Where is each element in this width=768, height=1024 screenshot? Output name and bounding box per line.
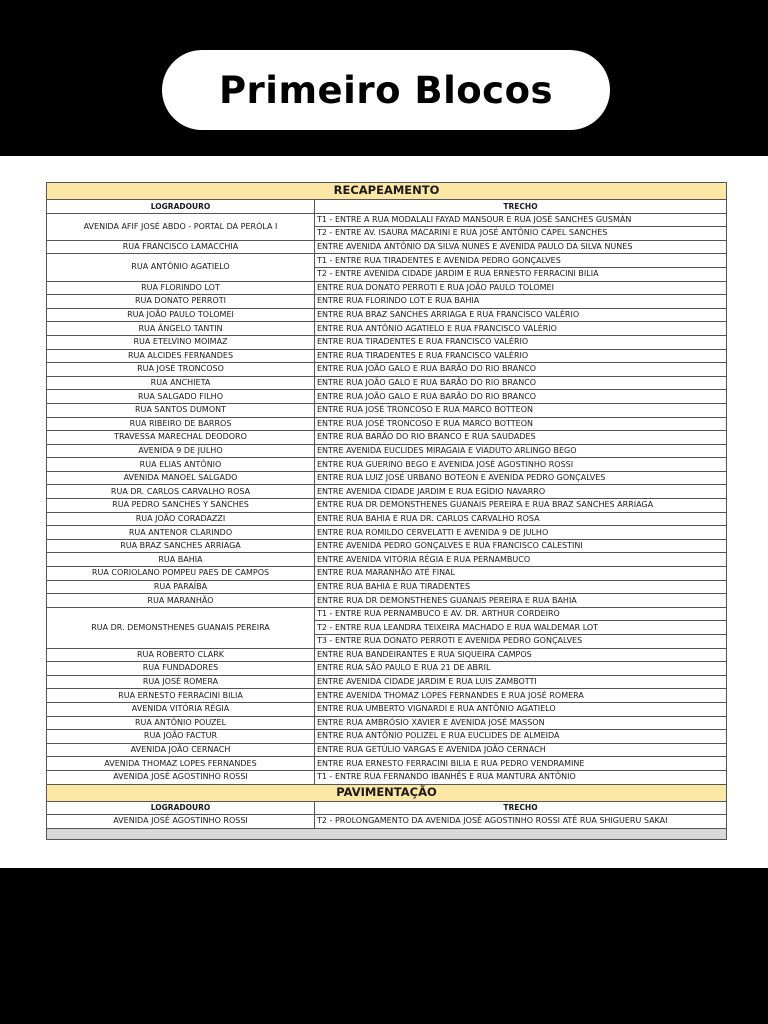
table-row <box>47 295 727 309</box>
trecho-cell: T2 - ENTRE RUA LEANDRA TEIXEIRA MACHADO E RUA WALDEMAR LOT <box>315 621 727 635</box>
logradouro-header: LOGRADOURO <box>47 801 315 815</box>
table-row <box>47 308 727 322</box>
trecho-cell: ENTRE AVENIDA VITÓRIA RÉGIA E RUA PERNAMBUCO <box>315 553 727 567</box>
table-row <box>47 675 727 689</box>
table-row <box>47 376 727 390</box>
logradouro-cell: RUA MARANHÃO <box>47 594 315 608</box>
logradouro-cell: RUA ÂNGELO TANTIN <box>47 322 315 336</box>
trecho-cell: T2 - ENTRE AV. ISAURA MACARINI E RUA JOSÉ ANTÔNIO CAPEL SANCHES <box>315 227 727 241</box>
table-row <box>47 730 727 744</box>
trecho-cell: T2 - ENTRE AVENIDA CIDADE JARDIM E RUA ERNESTO FERRACINI BILIA <box>315 267 727 281</box>
table-row <box>47 702 727 716</box>
table-row <box>47 743 727 757</box>
table-row <box>47 254 727 268</box>
table-row <box>47 770 727 784</box>
table-row <box>47 580 727 594</box>
trecho-cell: ENTRE RUA JOSÉ TRONCOSO E RUA MARCO BOTTEON <box>315 417 727 431</box>
table-row <box>47 213 727 227</box>
trecho-cell: T1 - ENTRE RUA FERNANDO IBANHÊS E RUA MANTURA ANTÔNIO <box>315 770 727 784</box>
logradouro-cell: RUA DR. CARLOS CARVALHO ROSA <box>47 485 315 499</box>
trecho-cell: ENTRE RUA MARANHÃO ATÉ FINAL <box>315 567 727 581</box>
trecho-cell: ENTRE RUA FLORINDO LOT E RUA BAHIA <box>315 295 727 309</box>
trecho-cell: T2 - PROLONGAMENTO DA AVENIDA JOSÉ AGOSTINHO ROSSI ATÉ RUA SHIGUERU SAKAI <box>315 815 727 829</box>
logradouro-cell: RUA JOSÉ TRONCOSO <box>47 363 315 377</box>
table-footer-row <box>47 828 727 839</box>
trecho-cell: T1 - ENTRE A RUA MODALALI FAYAD MANSOUR E RUA JOSÉ SANCHES GUSMÁN <box>315 213 727 227</box>
trecho-cell: ENTRE RUA JOSÉ TRONCOSO E RUA MARCO BOTTEON <box>315 403 727 417</box>
pavimentacao-section-header <box>47 784 727 801</box>
table-row <box>47 417 727 431</box>
table-row <box>47 526 727 540</box>
title-pill <box>162 50 610 130</box>
logradouro-cell: RUA JOSÉ ROMERA <box>47 675 315 689</box>
trecho-cell: ENTRE RUA DR DEMONSTHENES GUANAIS PEREIRA E RUA BAHIA <box>315 594 727 608</box>
trecho-cell: ENTRE RUA SÃO PAULO E RUA 21 DE ABRIL <box>315 662 727 676</box>
trecho-cell: ENTRE RUA BRAZ SANCHES ARRIAGA E RUA FRANCISCO VALÉRIO <box>315 308 727 322</box>
trecho-cell: T1 - ENTRE RUA TIRADENTES E AVENIDA PEDRO GONÇALVES <box>315 254 727 268</box>
trecho-cell: ENTRE RUA BAHIA E RUA DR. CARLOS CARVALHO ROSA <box>315 512 727 526</box>
section-title: PAVIMENTAÇÃO <box>47 784 727 801</box>
recapeamento-section-header <box>47 183 727 200</box>
table-row <box>47 648 727 662</box>
trecho-cell: ENTRE RUA ROMILDO CERVELATTI E AVENIDA 9 DE JULHO <box>315 526 727 540</box>
table-row <box>47 553 727 567</box>
table-row <box>47 662 727 676</box>
logradouro-cell: RUA FUNDADORES <box>47 662 315 676</box>
table-row <box>47 689 727 703</box>
logradouro-cell: RUA ALCIDES FERNANDES <box>47 349 315 363</box>
trecho-cell: ENTRE RUA ERNESTO FERRACINI BILIA E RUA PEDRO VENDRAMINE <box>315 757 727 771</box>
table-row <box>47 322 727 336</box>
table-row <box>47 485 727 499</box>
logradouro-cell: RUA ANTÔNIO POUZEL <box>47 716 315 730</box>
logradouro-cell: AVENIDA JOSÉ AGOSTINHO ROSSI <box>47 770 315 784</box>
logradouro-cell: RUA FRANCISCO LAMACCHIA <box>47 240 315 254</box>
logradouro-cell: RUA DR. DEMONSTHENES GUANAIS PEREIRA <box>47 607 315 648</box>
logradouro-cell: AVENIDA THOMAZ LOPES FERNANDES <box>47 757 315 771</box>
trecho-cell: ENTRE RUA BANDEIRANTES E RUA SIQUEIRA CAMPOS <box>315 648 727 662</box>
table-row <box>47 815 727 829</box>
logradouro-cell: AVENIDA AFIF JOSÉ ABDO - PORTAL DA PERÓLA I <box>47 213 315 240</box>
table-row <box>47 757 727 771</box>
trecho-cell: ENTRE RUA TIRADENTES E RUA FRANCISCO VALÉRIO <box>315 349 727 363</box>
logradouro-cell: RUA RIBEIRO DE BARROS <box>47 417 315 431</box>
trecho-cell: T3 - ENTRE RUA DONATO PERROTI E AVENIDA PEDRO GONÇALVES <box>315 635 727 649</box>
trecho-header: TRECHO <box>315 200 727 214</box>
trecho-cell: ENTRE RUA JOÃO GALO E RUA BARÃO DO RIO BRANCO <box>315 363 727 377</box>
logradouro-cell: RUA SANTOS DUMONT <box>47 403 315 417</box>
trecho-cell: ENTRE AVENIDA CIDADE JARDIM E RUA EGÍDIO NAVARRO <box>315 485 727 499</box>
logradouro-cell: RUA PEDRO SANCHES Y SANCHES <box>47 499 315 513</box>
trecho-cell: ENTRE RUA JOÃO GALO E RUA BARÃO DO RIO BRANCO <box>315 376 727 390</box>
trecho-cell: T1 - ENTRE RUA PERNAMBUCO E AV. DR. ARTHUR CORDEIRO <box>315 607 727 621</box>
logradouro-cell: RUA ROBERTO CLARK <box>47 648 315 662</box>
logradouro-cell: AVENIDA MANOEL SALGADO <box>47 471 315 485</box>
page-title: Primeiro Blocos <box>218 68 554 112</box>
table-row <box>47 363 727 377</box>
logradouro-cell: AVENIDA 9 DE JULHO <box>47 444 315 458</box>
logradouro-cell: RUA ANTÔNIO AGATIELO <box>47 254 315 281</box>
logradouro-cell: RUA BRAZ SANCHES ARRIAGA <box>47 539 315 553</box>
trecho-cell: ENTRE RUA TIRADENTES E RUA FRANCISCO VALÉRIO <box>315 335 727 349</box>
logradouro-cell: RUA ERNESTO FERRACINI BILIA <box>47 689 315 703</box>
logradouro-cell: RUA ANCHIETA <box>47 376 315 390</box>
trecho-cell: ENTRE RUA ANTÔNIO POLIZEL E RUA EUCLIDES DE ALMEIDA <box>315 730 727 744</box>
table-row <box>47 458 727 472</box>
trecho-cell: ENTRE RUA GUERINO BEGO E AVENIDA JOSÉ AGOSTINHO ROSSI <box>315 458 727 472</box>
trecho-cell: ENTRE AVENIDA EUCLIDES MIRAGAIA E VIADUTO ARLINGO BEGO <box>315 444 727 458</box>
logradouro-cell: RUA ANTENOR CLARINDO <box>47 526 315 540</box>
table-row <box>47 716 727 730</box>
table-row <box>47 512 727 526</box>
column-header-row <box>47 200 727 214</box>
trecho-cell: ENTRE RUA BARÃO DO RIO BRANCO E RUA SAUDADES <box>315 431 727 445</box>
trecho-cell: ENTRE RUA GETÚLIO VARGAS E AVENIDA JOÃO CERNACH <box>315 743 727 757</box>
table-row <box>47 567 727 581</box>
logradouro-cell: RUA ELIAS ANTÔNIO <box>47 458 315 472</box>
trecho-cell: ENTRE RUA UMBERTO VIGNARDI E RUA ANTÔNIO AGATIELO <box>315 702 727 716</box>
logradouro-cell: TRAVESSA MARECHAL DEODORO <box>47 431 315 445</box>
table-row <box>47 444 727 458</box>
trecho-cell: ENTRE RUA LUIZ JOSÉ URBANO BOTEON E AVENIDA PEDRO GONÇALVES <box>315 471 727 485</box>
trecho-cell: ENTRE AVENIDA THOMAZ LOPES FERNANDES E RUA JOSÉ ROMERA <box>315 689 727 703</box>
trecho-cell: ENTRE RUA BAHIA E RUA TIRADENTES <box>315 580 727 594</box>
logradouro-header: LOGRADOURO <box>47 200 315 214</box>
trecho-cell: ENTRE RUA DONATO PERROTI E RUA JOÃO PAULO TOLOMEI <box>315 281 727 295</box>
trecho-cell: ENTRE AVENIDA CIDADE JARDIM E RUA LUIS ZAMBOTTI <box>315 675 727 689</box>
logradouro-cell: AVENIDA VITÓRIA RÉGIA <box>47 702 315 716</box>
logradouro-cell: RUA JOÃO FACTUR <box>47 730 315 744</box>
trecho-cell: ENTRE AVENIDA PEDRO GONÇALVES E RUA FRANCISCO CALESTINI <box>315 539 727 553</box>
trecho-cell: ENTRE RUA JOÃO GALO E RUA BARÃO DO RIO BRANCO <box>315 390 727 404</box>
logradouro-cell: AVENIDA JOSÉ AGOSTINHO ROSSI <box>47 815 315 829</box>
table-row <box>47 349 727 363</box>
section-title: RECAPEAMENTO <box>47 183 727 200</box>
table-row <box>47 390 727 404</box>
table-row <box>47 539 727 553</box>
logradouro-cell: RUA DONATO PERROTI <box>47 295 315 309</box>
table-row <box>47 403 727 417</box>
trecho-cell: ENTRE RUA ANTÔNIO AGATIELO E RUA FRANCISCO VALÉRIO <box>315 322 727 336</box>
table-row <box>47 281 727 295</box>
logradouro-cell: RUA FLORINDO LOT <box>47 281 315 295</box>
trecho-header: TRECHO <box>315 801 727 815</box>
logradouro-cell: RUA JOÃO PAULO TOLOMEI <box>47 308 315 322</box>
table-row <box>47 607 727 621</box>
logradouro-cell: RUA JOÃO CORADAZZI <box>47 512 315 526</box>
logradouro-cell: RUA CORIOLANO POMPEU PAES DE CAMPOS <box>47 567 315 581</box>
works-table <box>46 182 727 840</box>
table-row <box>47 594 727 608</box>
logradouro-cell: RUA ETELVINO MOIMAZ <box>47 335 315 349</box>
column-header-row <box>47 801 727 815</box>
trecho-cell: ENTRE AVENIDA ANTÔNIO DA SILVA NUNES E AVENIDA PAULO DA SILVA NUNES <box>315 240 727 254</box>
logradouro-cell: RUA SALGADO FILHO <box>47 390 315 404</box>
table-row <box>47 431 727 445</box>
footer-cell <box>47 828 727 839</box>
table-row <box>47 335 727 349</box>
table-row <box>47 499 727 513</box>
spreadsheet-area <box>0 156 768 868</box>
logradouro-cell: RUA PARAÍBA <box>47 580 315 594</box>
trecho-cell: ENTRE RUA DR DEMONSTHENES GUANAIS PEREIRA E RUA BRAZ SANCHES ARRIAGA <box>315 499 727 513</box>
trecho-cell: ENTRE RUA AMBRÓSIO XAVIER E AVENIDA JOSÉ MASSON <box>315 716 727 730</box>
table-row <box>47 471 727 485</box>
table-row <box>47 240 727 254</box>
logradouro-cell: RUA BAHIA <box>47 553 315 567</box>
logradouro-cell: AVENIDA JOÃO CERNACH <box>47 743 315 757</box>
